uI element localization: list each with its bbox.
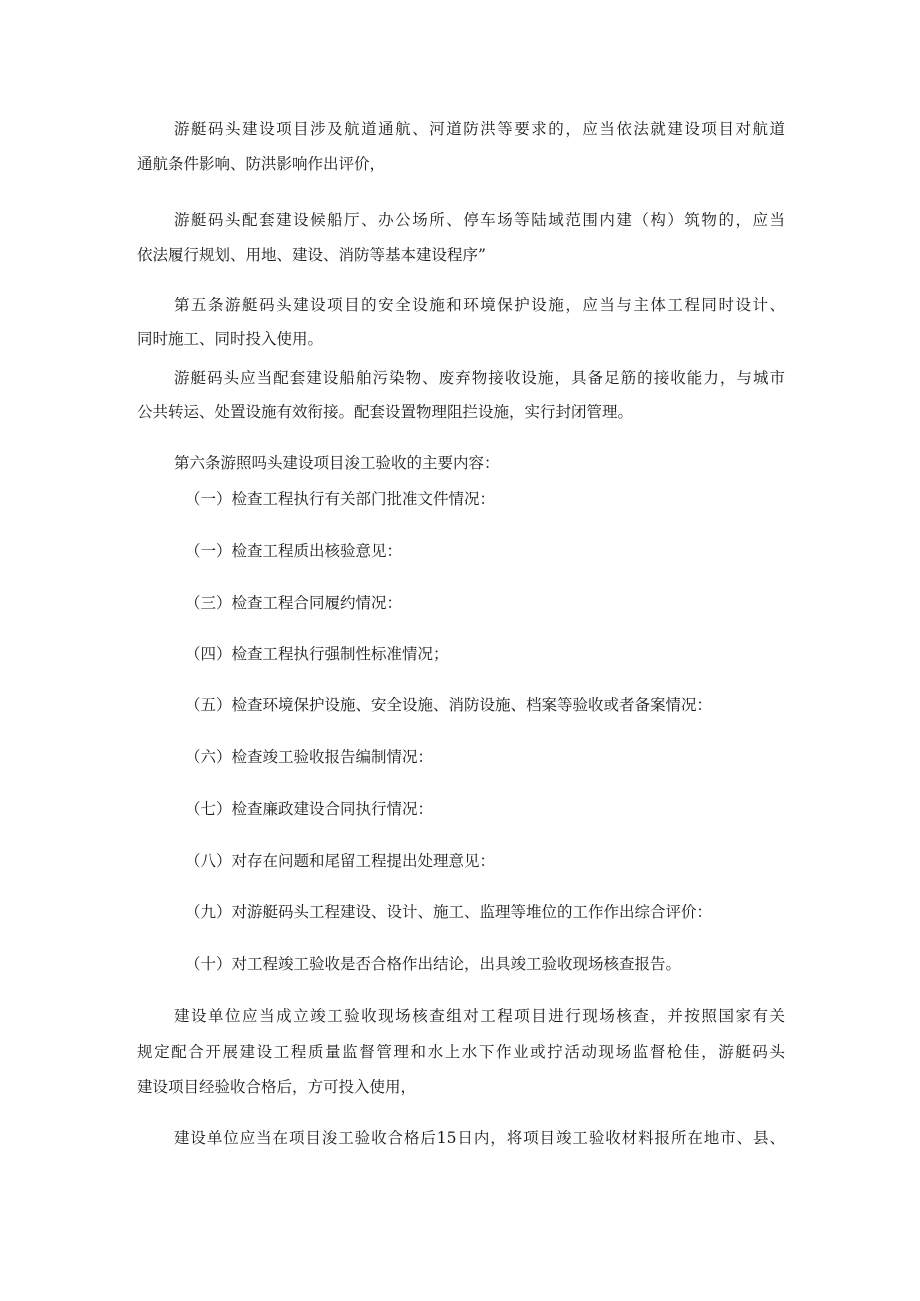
paragraph-4-line-1: 游艇码头应当配套建设船舶污染物、废弃物接收设施，具备足筋的接收能力，与城市 <box>174 369 785 387</box>
paragraph-7-line-1: 建设单位应当在项目浚工验收合格后15日内，将项目竣工验收材料报所在地市、县、 <box>174 1129 785 1147</box>
list-item-7: （七）检查廉政建设合同执行情况： <box>185 800 434 818</box>
list-item-2: （一）检查工程质出核验意见： <box>185 542 403 560</box>
paragraph-2-line-2: 依法履行规划、用地、建设、消防等基本建设程序” <box>137 246 486 264</box>
paragraph-6-line-3: 建设项目经验收合格后，方可投入使用， <box>137 1078 417 1096</box>
list-item-8: （八）对存在问题和尾留工程提出处理意见： <box>185 852 496 870</box>
list-item-1: （一）检查工程执行有关部门批准文件情况： <box>185 490 496 508</box>
paragraph-3-line-1: 第五条游艇码头建设项目的安全设施和环境保护设施，应当与主体工程同时设计、 <box>174 296 785 314</box>
paragraph-3-line-2: 同时施工、同时投入使用。 <box>137 330 324 348</box>
paragraph-2-line-1: 游艇码头配套建设候船厅、办公场所、停车场等陆域范围内建（构）筑物的，应当 <box>174 211 785 229</box>
list-item-4: （四）检查工程执行强制性标准情况； <box>185 645 449 663</box>
list-item-5: （五）检查环境保护设施、安全设施、消防设施、档案等验收或者备案情况： <box>185 696 713 714</box>
list-item-10: （十）对工程竣工验收是否合格作出结论，出具竣工验收现场核查报告。 <box>185 955 682 973</box>
paragraph-1-line-1: 游艇码头建设项目涉及航道通航、河道防洪等要求的，应当依法就建设项目对航道 <box>174 120 785 138</box>
paragraph-6-line-2: 规定配合开展建设工程质量监督管理和水上水下作业或拧活动现场监督枪佳，游艇码头 <box>137 1043 785 1061</box>
paragraph-4-line-2: 公共转运、处置设施有效衔接。配套设置物理阻拦设施，实行封闭管理。 <box>137 403 634 421</box>
list-item-9: （九）对游艇码头工程建设、设计、施工、监理等堆位的工作作出综合评价： <box>185 903 713 921</box>
paragraph-6-line-1: 建设单位应当成立竣工验收现场核查组对工程项目进行现场核查，并按照国家有关 <box>174 1007 785 1025</box>
list-item-6: （六）检查竣工验收报告编制情况： <box>185 748 434 766</box>
article-6-heading: 第六条游照吗头建设项目浚工验收的主要内容： <box>174 454 500 472</box>
paragraph-1-line-2: 通航条件影响、防洪影响作出评价， <box>137 155 386 173</box>
list-item-3: （三）检查工程合同履约情况： <box>185 594 403 612</box>
